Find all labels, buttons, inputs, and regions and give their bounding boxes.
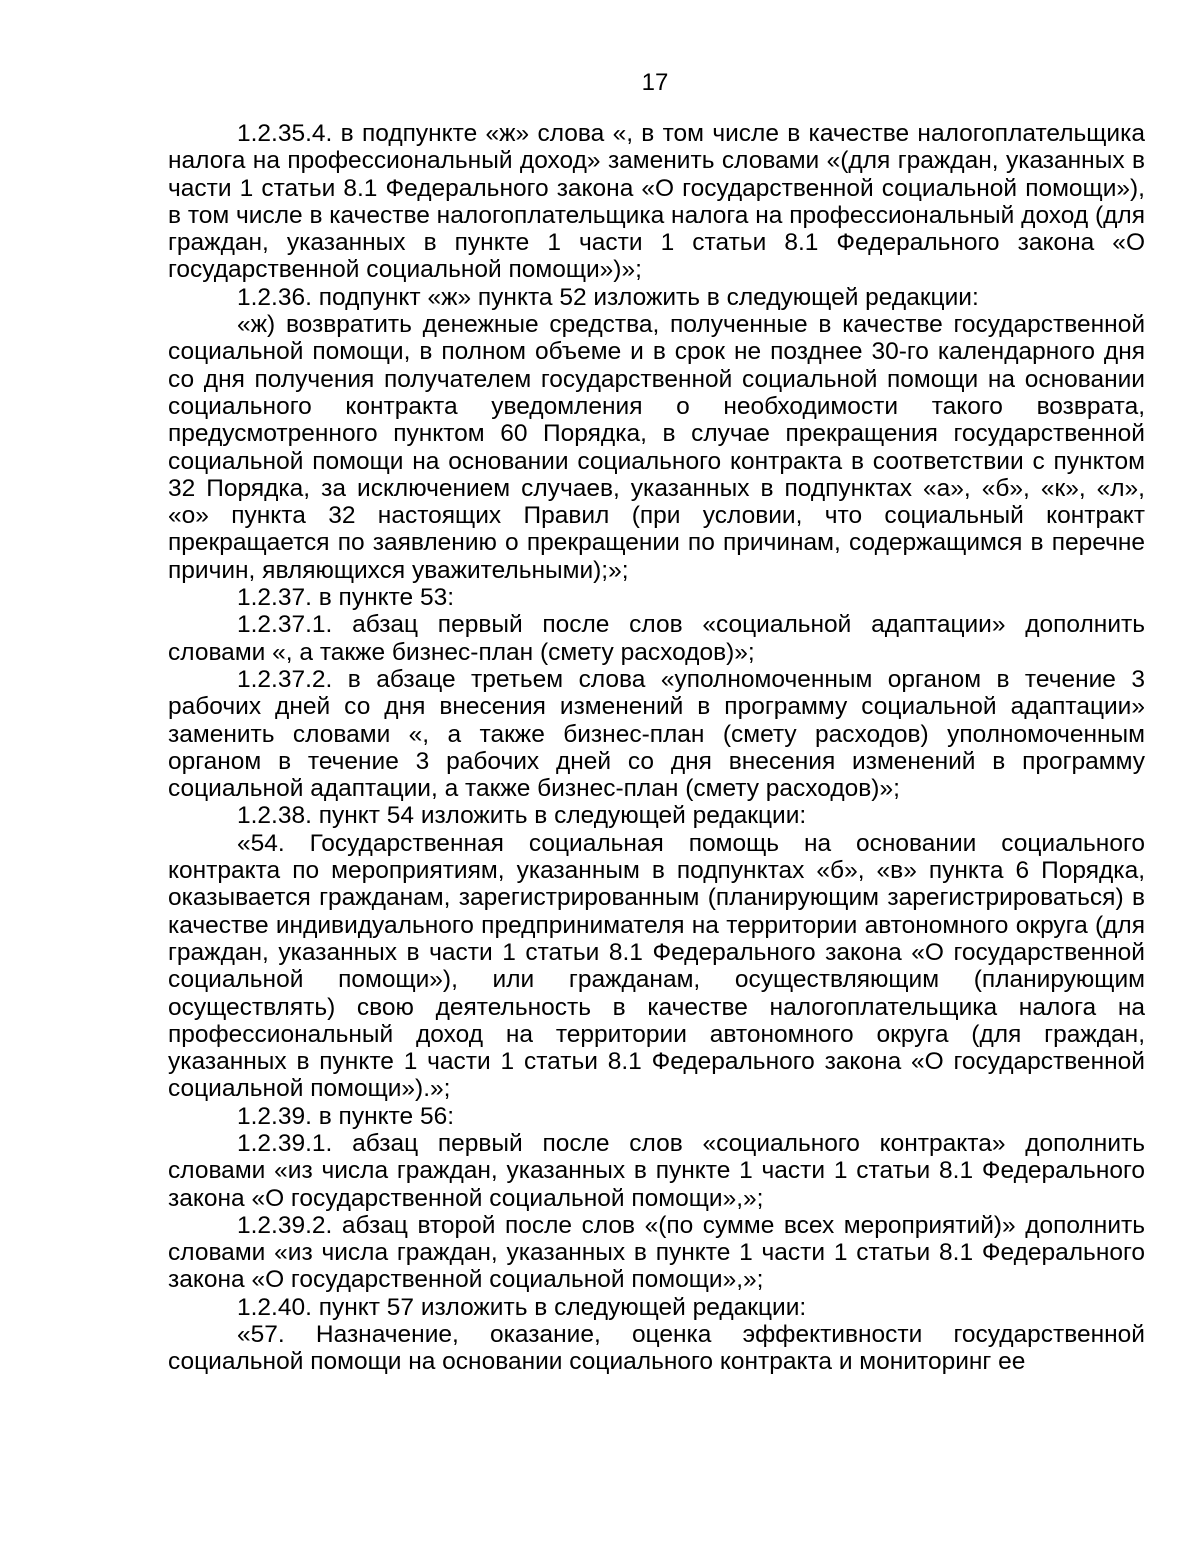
paragraph-54-text: «54. Государственная социальная помощь на основании социального контракта по мероприятиям, указанным в подпунктах «б», «в» пункта 6 Порядка, оказывается гражданам, зарегистрированным (планирующим зарегистрироваться) в качестве индивидуального предпринимателя на территории автономного округа (для граждан, указанных в части 1 статьи 8.1 Федерального закона «О государственной социальной помощи»), или гражданам, осуществляющим (планирующим осуществлять) свою деятельность в качестве налогоплательщика налога на профессиональный доход на территории автономного округа (для граждан, указанных в пункте 1 части 1 статьи 8.1 Федерального закона «О государственной социальной помощи»).»;	[168, 829, 1145, 1103]
paragraph-1-2-38: 1.2.38. пункт 54 изложить в следующей редакции:	[237, 802, 807, 830]
page-number: 17	[641, 69, 669, 96]
paragraph-1-2-37-2: 1.2.37.2. в абзаце третьем слова «уполномоченным органом в течение 3 рабочих дней со дня внесения изменений в программу социальной адаптации» заменить словами «, а также бизнес-план (смету расходов) уполномоченным органом в течение 3 рабочих дней со дня внесения изменений в программу социальной адаптации, а также бизнес-план (смету расходов)»;	[168, 665, 1145, 803]
paragraph-1-2-37-1: 1.2.37.1. абзац первый после слов «социальной адаптации» дополнить словами «, а также бизнес-план (смету расходов)»;	[168, 611, 1145, 666]
paragraph-zh-text: «ж) возвратить денежные средства, полученные в качестве государственной социальной помощи, в полном объеме и в срок не позднее 30-го календарного дня со дня получения получателем государственной социальной помощи на основании социального контракта уведомления о необходимости такого возврата, предусмотренного пунктом 60 Порядка, в случае прекращения государственной социальной помощи на основании социального контракта в соответствии с пунктом 32 Порядка, за исключением случаев, указанных в подпунктах «а», «б», «к», «л», «о» пункта 32 настоящих Правил (при условии, что социальный контракт прекращается по заявлению о прекращении по причинам, содержащимся в перечне причин, являющихся уважительными);»;	[168, 311, 1145, 584]
paragraph-57-text: «57. Назначение, оказание, оценка эффективности государственной социальной помощи на основании социального контракта и мониторинг ее	[168, 1321, 1145, 1376]
paragraph-1-2-35-4: 1.2.35.4. в подпункте «ж» слова «, в том числе в качестве налогоплательщика налога на профессиональный доход» заменить словами «(для граждан, указанных в части 1 статьи 8.1 Федерального закона «О государственной социальной помощи»), в том числе в качестве налогоплательщика налога на профессиональный доход (для граждан, указанных в пункте 1 части 1 статьи 8.1 Федерального закона «О государственной социальной помощи»)»;	[168, 120, 1145, 284]
paragraph-1-2-39: 1.2.39. в пункте 56:	[237, 1102, 455, 1130]
paragraph-1-2-37: 1.2.37. в пункте 53:	[237, 584, 455, 612]
paragraph-1-2-40: 1.2.40. пункт 57 изложить в следующей редакции:	[237, 1293, 807, 1321]
paragraph-1-2-39-2: 1.2.39.2. абзац второй после слов «(по сумме всех мероприятий)» дополнить словами «из числа граждан, указанных в пункте 1 части 1 статьи 8.1 Федерального закона «О государственной социальной помощи»,»;	[168, 1211, 1145, 1294]
document-body	[168, 120, 1145, 1376]
paragraph-1-2-36: 1.2.36. подпункт «ж» пункта 52 изложить в следующей редакции:	[237, 283, 979, 311]
paragraph-1-2-39-1: 1.2.39.1. абзац первый после слов «социального контракта» дополнить словами «из числа граждан, указанных в пункте 1 части 1 статьи 8.1 Федерального закона «О государственной социальной помощи»,»;	[168, 1129, 1145, 1212]
